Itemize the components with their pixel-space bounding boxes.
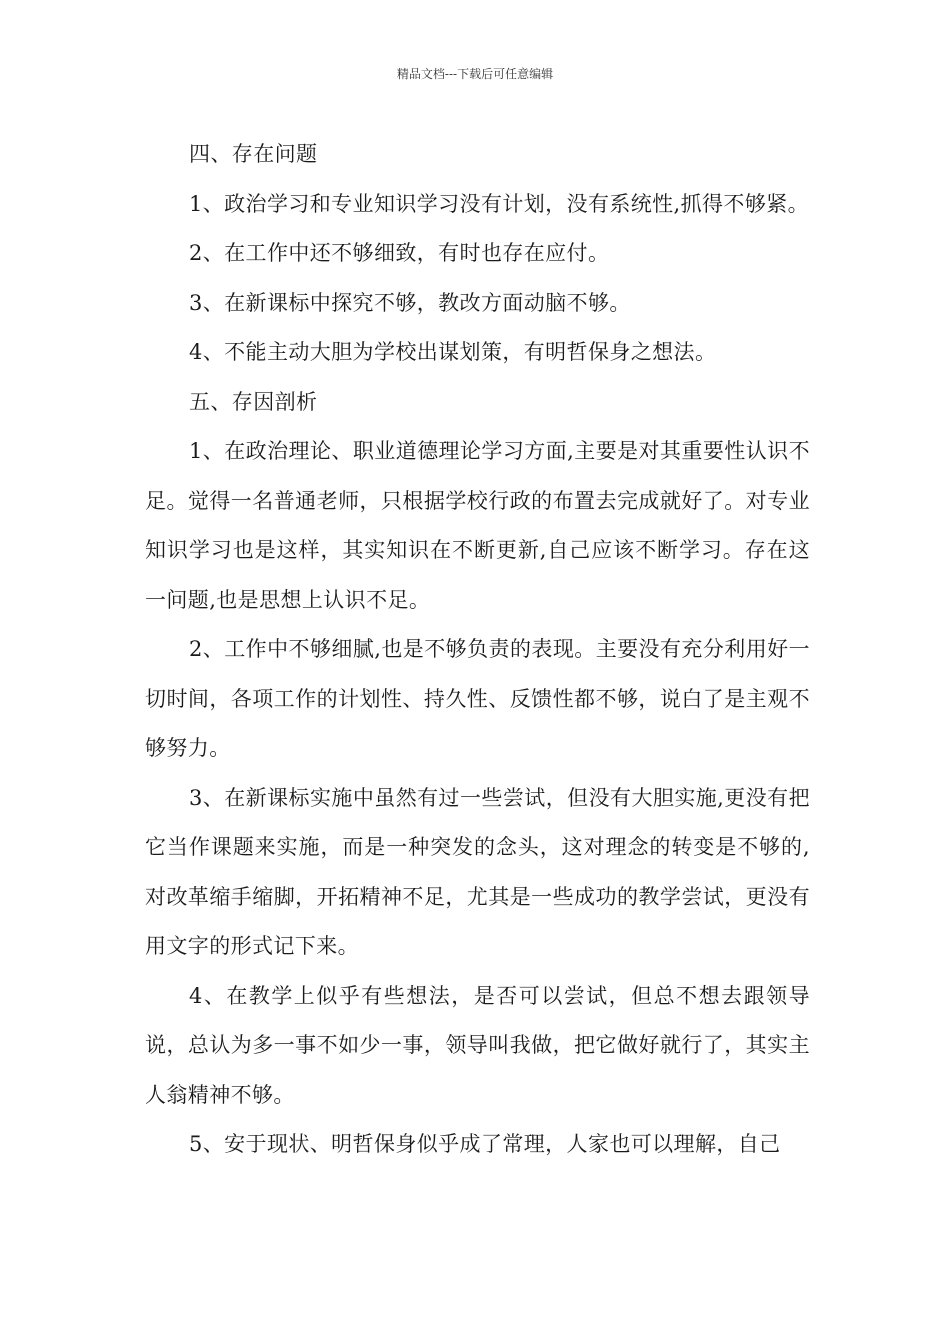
page-header: 精品文档---下载后可任意编辑: [396, 67, 554, 81]
paragraph-analysis-3: 3、在新课标实施中虽然有过一些尝试，但没有大胆实施,更没有把它当作课题来实施，而是一种突发的念头，这对理念的转变是不够的,对改革缩手缩脚，开拓精神不足，尤其是一些成功的教学尝试，更没有用文字的形式记下来。: [145, 785, 810, 958]
document-body: [145, 130, 810, 1170]
paragraph-problem-2: 2、在工作中还不够细致，有时也存在应付。: [189, 241, 610, 265]
paragraph-problem-3: 3、在新课标中探究不够，教改方面动脑不够。: [189, 290, 631, 315]
paragraph-analysis-1: 1、在政治理论、职业道德理论学习方面,主要是对其重要性认识不足。觉得一名普通老师，只根据学校行政的布置去完成就好了。对专业知识学习也是这样，其实知识在不断更新,自己应该不断学习。存在这一问题,也是思想上认识不足。: [145, 439, 810, 612]
paragraph-analysis-4: 4、在教学上似乎有些想法，是否可以尝试，但总不想去跟领导说，总认为多一事不如少一事，领导叫我做，把它做好就行了，其实主人翁精神不够。: [145, 983, 810, 1107]
section-heading-analysis: 五、存因剖析: [189, 389, 318, 414]
paragraph-analysis-5: 5、安于现状、明哲保身似乎成了常理，人家也可以理解，自己: [189, 1132, 781, 1156]
section-heading-problems: 四、存在问题: [189, 142, 318, 166]
paragraph-problem-1: 1、政治学习和专业知识学习没有计划，没有系统性,抓得不够紧。: [189, 191, 810, 216]
paragraph-analysis-2: 2、工作中不够细腻,也是不够负责的表现。主要没有充分利用好一切时间，各项工作的计划性、持久性、反馈性都不够，说白了是主观不够努力。: [145, 637, 810, 760]
paragraph-problem-4: 4、不能主动大胆为学校出谋划策，有明哲保身之想法。: [189, 340, 717, 364]
